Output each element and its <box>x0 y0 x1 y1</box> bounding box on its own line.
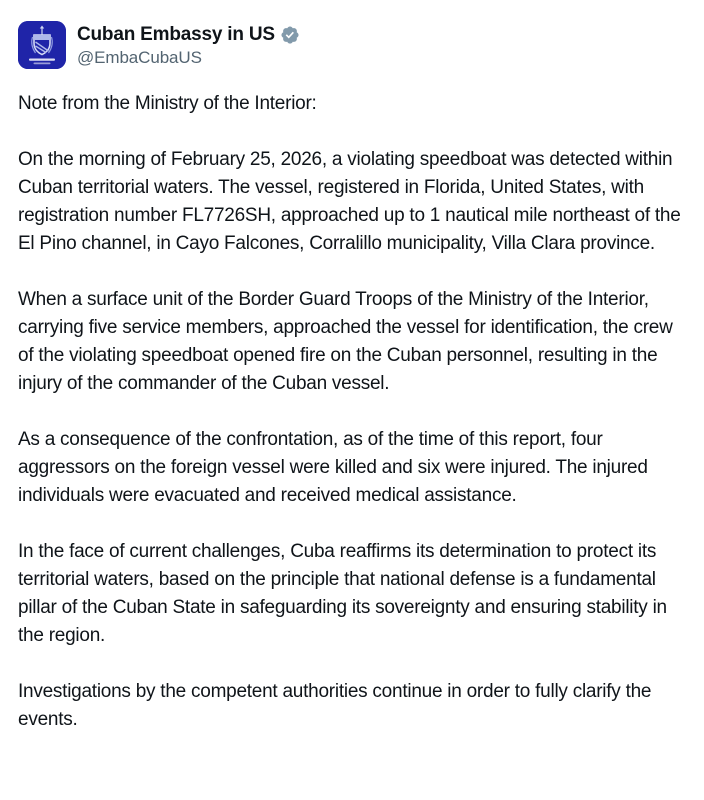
tweet-paragraph: Note from the Ministry of the Interior: <box>18 93 317 114</box>
tweet-paragraph: When a surface unit of the Border Guard Troops of the Ministry of the Interior, carrying five service members, approached the vessel for identification, the crew of the violating speedboat opened fire on the Cuban personnel, resulting in the injury of the commander of the Cuban vessel. <box>18 289 673 394</box>
tweet-text <box>18 90 686 734</box>
tweet-header <box>18 21 686 69</box>
avatar[interactable] <box>18 21 66 69</box>
verified-badge-icon[interactable] <box>280 25 300 45</box>
tweet-paragraph: As a consequence of the confrontation, as of the time of this report, four aggressors on the foreign vessel were killed and six were injured. The injured individuals were evacuated and received medical assistance. <box>18 429 648 506</box>
tweet-paragraph: In the face of current challenges, Cuba reaffirms its determination to protect its territorial waters, based on the principle that national defense is a fundamental pillar of the Cuban State in safeguarding its sovereignty and ensuring stability in the region. <box>18 541 667 646</box>
account-names <box>77 21 300 68</box>
account-handle[interactable]: @EmbaCubaUS <box>77 48 202 67</box>
tweet-paragraph: Investigations by the competent authorities continue in order to fully clarify the events. <box>18 681 652 730</box>
tweet-paragraph: On the morning of February 25, 2026, a violating speedboat was detected within Cuban territorial waters. The vessel, registered in Florida, United States, with registration number FL7726SH, approached up to 1 nautical mile northeast of the El Pino channel, in Cayo Falcones, Corralillo municipality, Villa Clara province. <box>18 149 681 254</box>
cuban-coat-of-arms-icon <box>18 21 66 69</box>
account-display-name[interactable]: Cuban Embassy in US <box>77 24 275 45</box>
